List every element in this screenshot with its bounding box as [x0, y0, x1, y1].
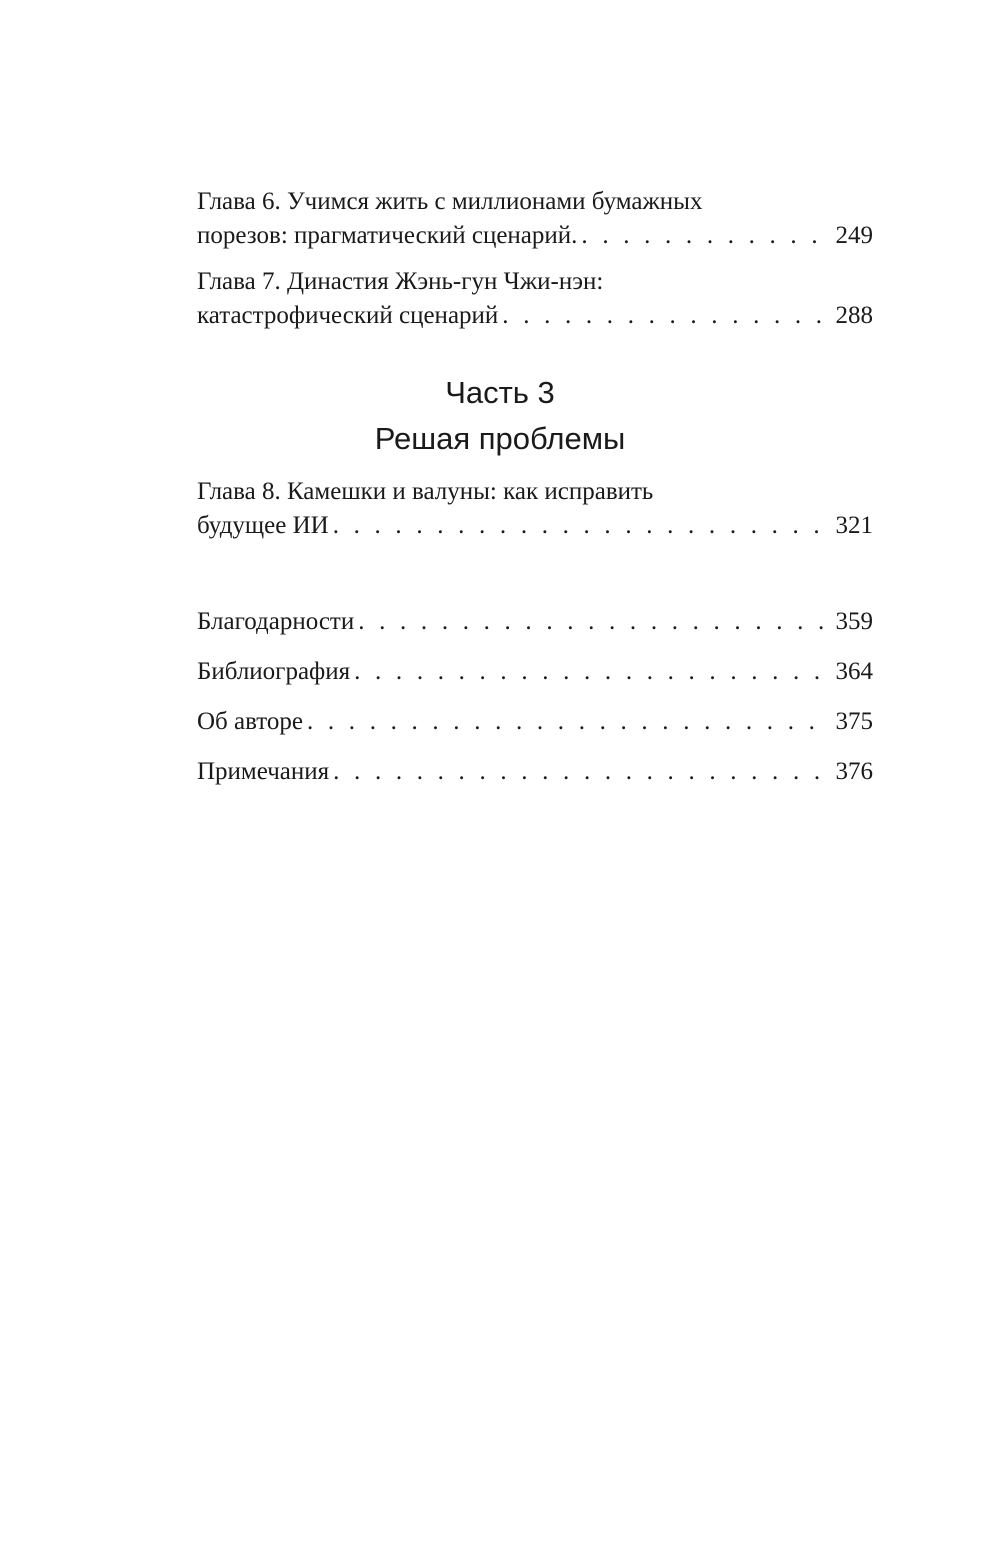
toc-entry-title-line: Глава 6. Учимся жить с миллионами бумажных	[197, 188, 703, 215]
toc-page-number: 375	[835, 708, 873, 735]
toc-entry-label: Благодарности	[197, 608, 355, 635]
toc-page-number: 321	[835, 512, 873, 539]
toc-entry-bibliography[interactable]	[197, 655, 873, 689]
toc-entry-chapter-8[interactable]	[197, 475, 873, 543]
toc-entry-acknowledgements[interactable]	[197, 605, 873, 639]
dot-leader	[358, 605, 829, 639]
dot-leader	[502, 299, 829, 333]
part-title-heading: Решая проблемы	[374, 421, 626, 456]
toc-entry-notes[interactable]	[197, 755, 873, 789]
toc-entry-title-line: катастрофический сценарий	[197, 302, 499, 329]
toc-entry-title-line: порезов: прагматический сценарий.	[197, 222, 578, 249]
toc-entry-label: Библиография	[197, 658, 351, 685]
dot-leader	[307, 705, 830, 739]
toc-entry-title-line: Глава 8. Камешки и валуны: как исправить	[197, 478, 654, 505]
toc-entry-label: Об авторе	[197, 708, 303, 735]
dot-leader	[354, 655, 829, 689]
toc-page-number: 288	[835, 302, 873, 329]
toc-entry-label: Примечания	[197, 758, 330, 785]
toc-page-number: 359	[835, 608, 873, 635]
toc-page-number: 249	[835, 222, 873, 249]
toc-entry-about-author[interactable]	[197, 705, 873, 739]
toc-entry-title-line: Глава 7. Династия Жэнь-гун Чжи-нэн:	[197, 268, 604, 295]
dot-leader	[333, 755, 829, 789]
toc-page-number: 364	[835, 658, 873, 685]
dot-leader	[581, 219, 829, 253]
toc-entry-chapter-7[interactable]	[197, 265, 873, 333]
part-number-heading: Часть 3	[445, 375, 555, 410]
dot-leader	[333, 509, 830, 543]
toc-page-number: 376	[835, 758, 873, 785]
toc-entry-chapter-6[interactable]	[197, 185, 873, 253]
toc-entry-title-line: будущее ИИ	[197, 512, 329, 539]
